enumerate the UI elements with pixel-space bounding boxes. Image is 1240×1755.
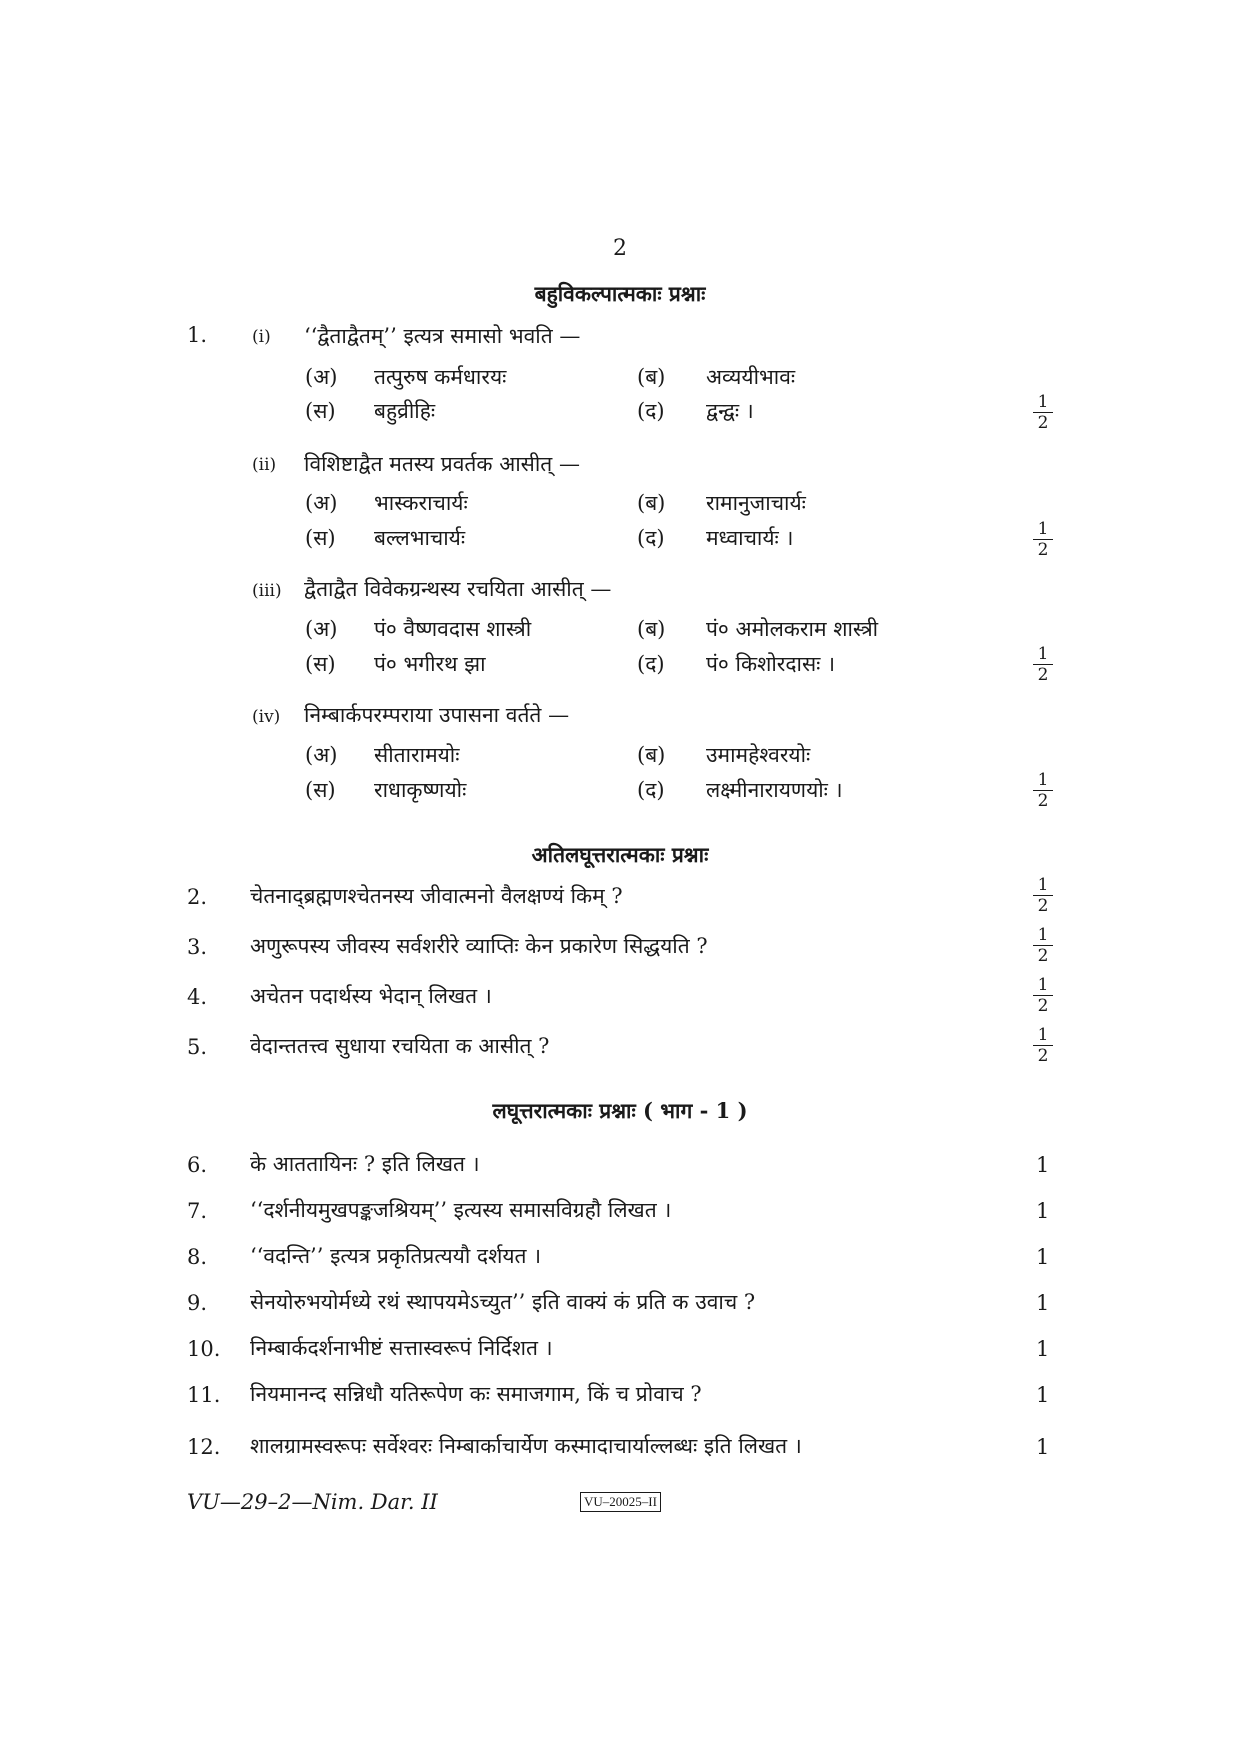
question-number: 4. (187, 985, 208, 1009)
page-number: 2 (613, 236, 627, 261)
question-number: 3. (187, 935, 208, 959)
option: (द) पं० किशोरदासः । (637, 652, 836, 676)
sub-label: (iii) (252, 581, 282, 601)
mark-one: 1 (1036, 1435, 1050, 1459)
question-text: नियमानन्द सन्निधौ यतिरूपेण कः समाजगाम, किं च प्रोवाच ? (250, 1382, 702, 1406)
question-number: 7. (187, 1199, 208, 1223)
option: (द) द्वन्द्वः । (637, 399, 754, 423)
mark-half: 1 2 (1031, 926, 1055, 965)
question-text: निम्बार्कदर्शनाभीष्टं सत्तास्वरूपं निर्दिशत । (250, 1336, 553, 1360)
question-number: 11. (187, 1383, 221, 1407)
mark-one: 1 (1036, 1337, 1050, 1361)
question-stem: द्वैताद्वैत विवेकग्रन्थस्य रचयिता आसीत् — (304, 577, 612, 601)
question-text: अचेतन पदार्थस्य भेदान् लिखत । (250, 984, 492, 1008)
option: (अ) भास्कराचार्यः (305, 491, 468, 515)
question-number: 1. (187, 323, 208, 347)
question-text: वेदान्ततत्त्व सुधाया रचयिता क आसीत् ? (250, 1034, 550, 1058)
question-text: अणुरूपस्य जीवस्य सर्वशरीरे व्याप्तिः केन प्रकारेण सिद्धयति ? (250, 934, 708, 958)
mark-half: 1 2 (1031, 771, 1055, 810)
question-text: ‘‘वदन्ति’’ इत्यत्र प्रकृतिप्रत्ययौ दर्शयत । (250, 1244, 542, 1268)
question-text: ‘‘दर्शनीयमुखपङ्कजश्रियम्’’ इत्यस्य समासविग्रहौ लिखत । (250, 1198, 672, 1222)
question-text: सेनयोरुभयोर्मध्ये रथं स्थापयमेऽच्युत’’ इति वाक्यं कं प्रति क उवाच ? (250, 1290, 756, 1314)
option: (ब) रामानुजाचार्यः (637, 491, 806, 515)
sub-label: (iv) (252, 707, 281, 727)
mark-half: 1 2 (1031, 520, 1055, 559)
question-number: 6. (187, 1153, 208, 1177)
short-answer-heading: लघूत्तरात्मकाः प्रश्नाः ( भाग - 1 ) (492, 1098, 748, 1123)
option: (अ) सीतारामयोः (305, 743, 460, 767)
option: (स) राधाकृष्णयोः (305, 778, 467, 802)
option: (ब) अव्ययीभावः (637, 365, 796, 389)
mcq-heading: बहुविकल्पात्मकाः प्रश्नाः (534, 281, 706, 306)
mark-one: 1 (1036, 1153, 1050, 1177)
mark-half: 1 2 (1031, 393, 1055, 432)
question-number: 12. (187, 1435, 221, 1459)
question-number: 10. (187, 1337, 221, 1361)
question-text: के आततायिनः ? इति लिखत । (250, 1152, 480, 1176)
option: (अ) तत्पुरुष कर्मधारयः (305, 365, 507, 389)
question-number: 2. (187, 885, 208, 909)
mark-one: 1 (1036, 1199, 1050, 1223)
very-short-heading: अतिलघूत्तरात्मकाः प्रश्नाः (531, 842, 709, 867)
mark-half: 1 2 (1031, 976, 1055, 1015)
mark-one: 1 (1036, 1291, 1050, 1315)
mark-half: 1 2 (1031, 876, 1055, 915)
mark-half: 1 2 (1031, 645, 1055, 684)
paper-code-box: VU–20025–II (580, 1492, 661, 1512)
paper-code: VU—29–2—Nim. Dar. II (187, 1490, 438, 1514)
question-stem: विशिष्टाद्वैत मतस्य प्रवर्तक आसीत् — (304, 452, 580, 476)
question-stem: निम्बार्कपरम्पराया उपासना वर्तते — (304, 703, 570, 727)
question-text: शालग्रामस्वरूपः सर्वेश्वरः निम्बार्काचार्येण कस्मादाचार्याल्लब्धः इति लिखत । (250, 1434, 802, 1458)
option: (ब) पं० अमोलकराम शास्त्री (637, 617, 879, 641)
question-stem: ‘‘द्वैताद्वैतम्’’ इत्यत्र समासो भवति — (304, 324, 581, 348)
option: (स) बहुव्रीहिः (305, 399, 436, 423)
question-number: 9. (187, 1291, 208, 1315)
sub-label: (i) (252, 327, 271, 347)
mark-one: 1 (1036, 1383, 1050, 1407)
option: (अ) पं० वैष्णवदास शास्त्री (305, 617, 532, 641)
option: (द) लक्ष्मीनारायणयोः । (637, 778, 843, 802)
option: (द) मध्वाचार्यः । (637, 526, 794, 550)
option: (ब) उमामहेश्वरयोः (637, 743, 811, 767)
question-number: 8. (187, 1245, 208, 1269)
question-number: 5. (187, 1035, 208, 1059)
mark-half: 1 2 (1031, 1026, 1055, 1065)
option: (स) पं० भगीरथ झा (305, 652, 486, 676)
mark-one: 1 (1036, 1245, 1050, 1269)
sub-label: (ii) (252, 455, 277, 475)
question-text: चेतनाद्ब्रह्मणश्चेतनस्य जीवात्मनो वैलक्षण्यं किम् ? (250, 884, 623, 908)
option: (स) बल्लभाचार्यः (305, 526, 466, 550)
